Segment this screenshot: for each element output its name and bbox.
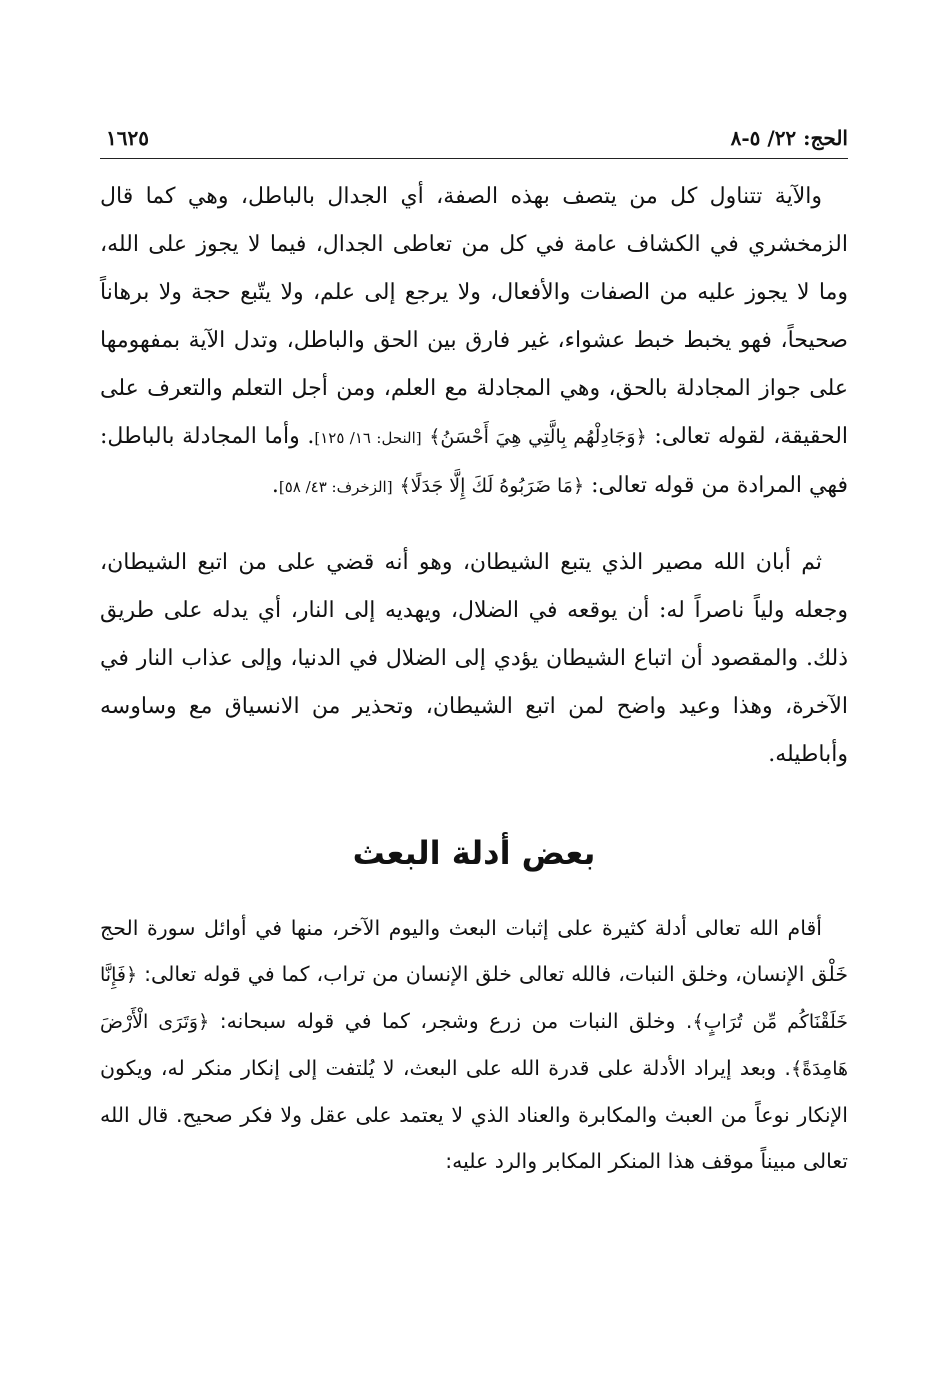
paragraph-gap: [100, 511, 848, 539]
paragraph-text: . وأما المجادلة بالباطل: فهي المرادة من قوله تعالى:: [100, 424, 848, 498]
paragraph-text: أقام الله تعالى أدلة كثيرة على إثبات البعث واليوم الآخر، منها في أوائل سورة الحج خَلْق الإنسان، وخلق النبات، فالله تعالى خلق الإنسان من تراب، كما في قوله تعالى:: [100, 916, 848, 986]
paragraph-text: .: [271, 473, 279, 498]
quran-quote: ﴿وَجَادِلْهُم بِالَّتِي هِيَ أَحْسَنُ﴾: [429, 426, 647, 448]
paragraph-text: . وبعد إيراد الأدلة على قدرة الله على البعث، لا يُلتفت إلى إنكار منكر له، ويكون الإنكار نوعاً من العبث والمكابرة والعناد الذي لا يعتمد على عقل ولا فكر صحيح. قال الله تعالى مبيناً موقف هذا المنكر المكابر والرد عليه:: [100, 1056, 848, 1173]
paragraph-text: والآية تتناول كل من يتصف بهذه الصفة، أي الجدال بالباطل، وهي كما قال الزمخشري في الكشاف عامة في كل من تعاطى الجدال، فيما لا يجوز على الله، وما لا يجوز عليه من الصفات والأفعال، ولا يرجع إلى علم، ولا يتّبع حجة ولا برهاناً صحيحاً، فهو يخبط خبط عشواء، غير فارق بين الحق والباطل، وتدل الآية بمفهومها على جواز المجادلة بالحق، وهي المجادلة مع العلم، ومن أجل التعلم والتعرف على الحقيقة، لقوله تعالى:: [100, 184, 849, 449]
verse-reference: [الزخرف: ٤٣/ ٥٨]: [278, 478, 393, 496]
page-header: [100, 118, 848, 159]
quran-quote: ﴿مَا ضَرَبُوهُ لَكَ إِلَّا جَدَلًا﴾: [399, 475, 585, 497]
section-title: بعض أدلة البعث: [352, 834, 596, 872]
paragraph-satan: ثم أبان الله مصير الذي يتبع الشيطان، وهو أنه قضي على من اتبع الشيطان، وجعله ولياً ناصراً له: أن يوقعه في الضلال، ويهديه إلى النار، أي يدله على طريق ذلك. والمقصود أن اتباع الشيطان يؤدي إلى الضلال في الدنيا، وإلى عذاب النار في الآخرة، وهذا وعيد واضح لمن اتبع الشيطان، وتحذير من الانسياق مع وساوسه وأباطيله.: [100, 550, 848, 767]
book-page: [100, 118, 848, 1184]
running-title: الحج: ٢٢/ ٥-٨: [730, 126, 848, 150]
page-number: ١٦٢٥: [106, 126, 149, 150]
quran-quote: ﴿وَتَرَى الْأَرْضَ هَامِدَةً﴾: [100, 1011, 848, 1080]
paragraph-resurrection: [100, 905, 848, 1184]
quran-quote: ﴿فَإِنَّا خَلَقْنَاكُم مِّن تُرَابٍ﴾: [100, 964, 848, 1033]
paragraph-argumentation: [100, 173, 848, 511]
paragraph-text: . وخلق النبات من زرع وشجر، كما في قوله سبحانه:: [209, 1009, 693, 1033]
verse-reference: [النحل: ١٦/ ١٢٥]: [314, 429, 422, 447]
